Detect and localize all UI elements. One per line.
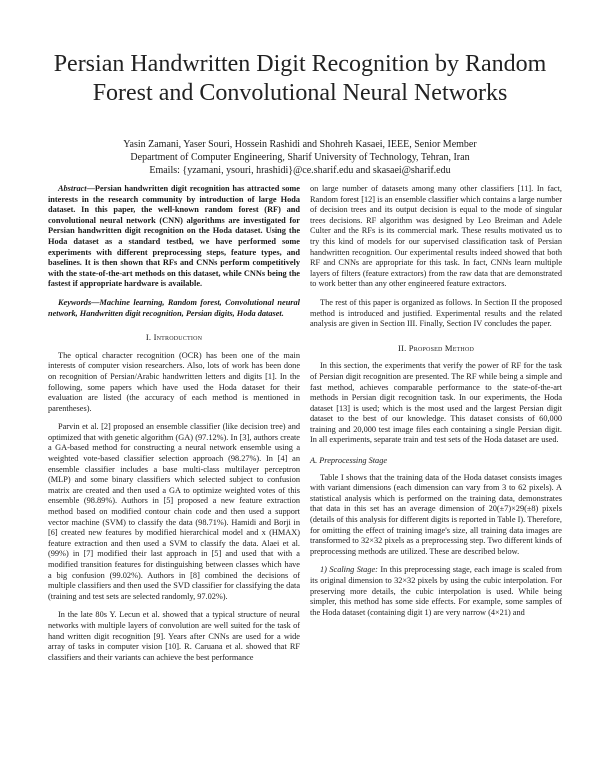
preprocessing-paragraph-1: Table I shows that the training data of the Hoda dataset consists images with variant dimensions (each dimension can vary from 3 to 62 pixels). A statistical analysis which is performed on the training data, demonstrates that data in this set has an average dimension of 20(±7)×29(±8) pixels (details of this analysis for different digits is reported in Table I). Therefore, for omitting the effect of training image's size, all training data images are transformed to 32×32 pixels as a preprocessing step. Two different kinds of preprocessing methods are utilized. These are described below. (310, 472, 562, 556)
keywords-label: Keywords— (58, 297, 100, 307)
left-column (48, 184, 300, 663)
keywords-text: Machine learning, Random forest, Convolutional neural network, Handwritten digit recognition, Persian digits, Hoda dataset. (48, 297, 300, 318)
author-block (40, 138, 560, 177)
abstract-text: Persian handwritten digit recognition has attracted some interests in the research community by introduction of large Hoda dataset. In this paper, the well-known random forest (RF) and convolutional neural network (CNN) algorithms are investigated for Persian handwritten digit recognition on the Hoda dataset. Using the Hoda dataset as a standard testbed, we have performed some experiments with different preprocessing steps, feature types, and baselines. It is then shown that RFs and CNNs perform competitively with the state-of-the-art methods on this dataset, while CNNs being the fastest if appropriate hardware is available. (48, 184, 300, 289)
section-heading-proposed-method: II. Proposed Method (397, 342, 475, 353)
paper-title: Persian Handwritten Digit Recognition by Random Forest and Convolutional Neural Networks (53, 51, 547, 106)
method-paragraph-1: In this section, the experiments that verify the power of RF for the task of Persian digit recognition are presented. The RF while being a simple and fast method, achieves comparable performance to the state-of-the-art methods in Persian digit recognition task. In our experiments, the Hoda dataset [13] is used; which is the most used and the largest Persian digit dataset to the best of our knowledge. This dataset consists of 60,000 training and 20,000 test image files each containing a single Persian digit. In all experiments, separate train and test sets of the Hoda dataset are used. (310, 361, 562, 445)
abstract-label: Abstract— (58, 184, 95, 193)
keywords (48, 298, 300, 319)
right-column (310, 184, 562, 618)
intro-paragraph-3: In the late 80s Y. Lecun et al. showed that a typical structure of neural networks with multiple layers of convolution are well suited for the task of hand written digit recognition [9]. Years after CNNs are used for a wide array of tasks in computer vision [10]. R. Caruana et al. showed that RF classifiers and their variants can achieve the best performance (48, 610, 300, 662)
subsection-heading-preprocessing: A. Preprocessing Stage (310, 456, 388, 466)
scaling-stage-text: In this preprocessing stage, each image is scaled from its original dimension to 32×32 pixels by using the cubic interpolation. For preserving more details, the cubic interpolation is used. While being simpler, this method has some side effects. For example, some samples of the Hoda dataset (containing digit 1) are very narrow (4×21) and (310, 565, 562, 617)
organization-paragraph: The rest of this paper is organized as follows. In Section II the proposed method is introduced and justified. Experimental results and the related analysis are given in Section III. Finally, Section IV concludes the paper. (310, 297, 562, 329)
author-list: Yasin Zamani, Yaser Souri, Hossein Rashidi and Shohreh Kasaei, IEEE, Senior Member (123, 139, 477, 150)
section-heading-introduction: I. Introduction (145, 332, 203, 343)
intro-paragraph-3-continued: on large number of datasets among many other classifiers [11]. In fact, Random forest [12] is an ensemble classifier which contains a large number of decision trees and its output decision is equal to the mode of singular trees decisions. RF algorithm was designed by Leo Breiman and Adele Culter and the RFs is its commercial mark. These results motivated us to try this kind of models for our supervised classification task of Persian handwritten recognition. Our experimental results indeed showed that both RF and CNNs are appropriate for this task. In fact, CNNs learn multiple layers of filters (feature extractors) from the raw data that are demonstrated to work better than any other engineered feature extractors. (310, 184, 562, 289)
intro-paragraph-2: Parvin et al. [2] proposed an ensemble classifier (like decision tree) and optimized that with genetic algorithm (GA) (97.12%). In [3], authors create a GA-based method for constructing a neural network ensemble using a weighted vote-based classifier selection approach (98.27%). In [4] an ensemble classifier includes a base multi-class multilayer perceptron (MLP) and some binary classifiers which selected subject to confusion matrix are created and then used a GA to optimize weighted votes of this ensemble (98.89%). Authors in [5] proposed a new feature extraction method based on modified contour chain code and then used a support vector machine (SVM) to classify the data (98.71%). Hamidi and Borji in [6] created new features by modified hierarchical model and x (HMAX) feature extraction and then used a SVM to classify the data. Alaei et al. (99%) in [7] modified their last approach in [5] and used that with a modified transition features for distinguishing between classes which have a big confusion (99.02%). Authors in [8] combined the decisions of multiple classifiers and then used the SVD classifier for classifying the data (training and test sets are selected randomly, 97.02%). (48, 422, 300, 601)
scaling-paragraph (310, 565, 562, 618)
intro-paragraph-1: The optical character recognition (OCR) has been one of the main interests of computer vision researchers. Also, lots of work has been done on recognition of Persian/Arabic handwritten letters and digits [1]. In the following, some papers which have used the Hoda dataset for their evaluation are listed (the accuracy of each method is mentioned in parentheses). (48, 350, 300, 413)
affiliation: Department of Computer Engineering, Sharif University of Technology, Tehran, Iran (130, 152, 470, 163)
author-emails: Emails: {yzamani, ysouri, hrashidi}@ce.sharif.edu and skasaei@sharif.edu (149, 165, 451, 176)
abstract (48, 184, 300, 290)
scaling-stage-label: 1) Scaling Stage: (320, 565, 378, 575)
